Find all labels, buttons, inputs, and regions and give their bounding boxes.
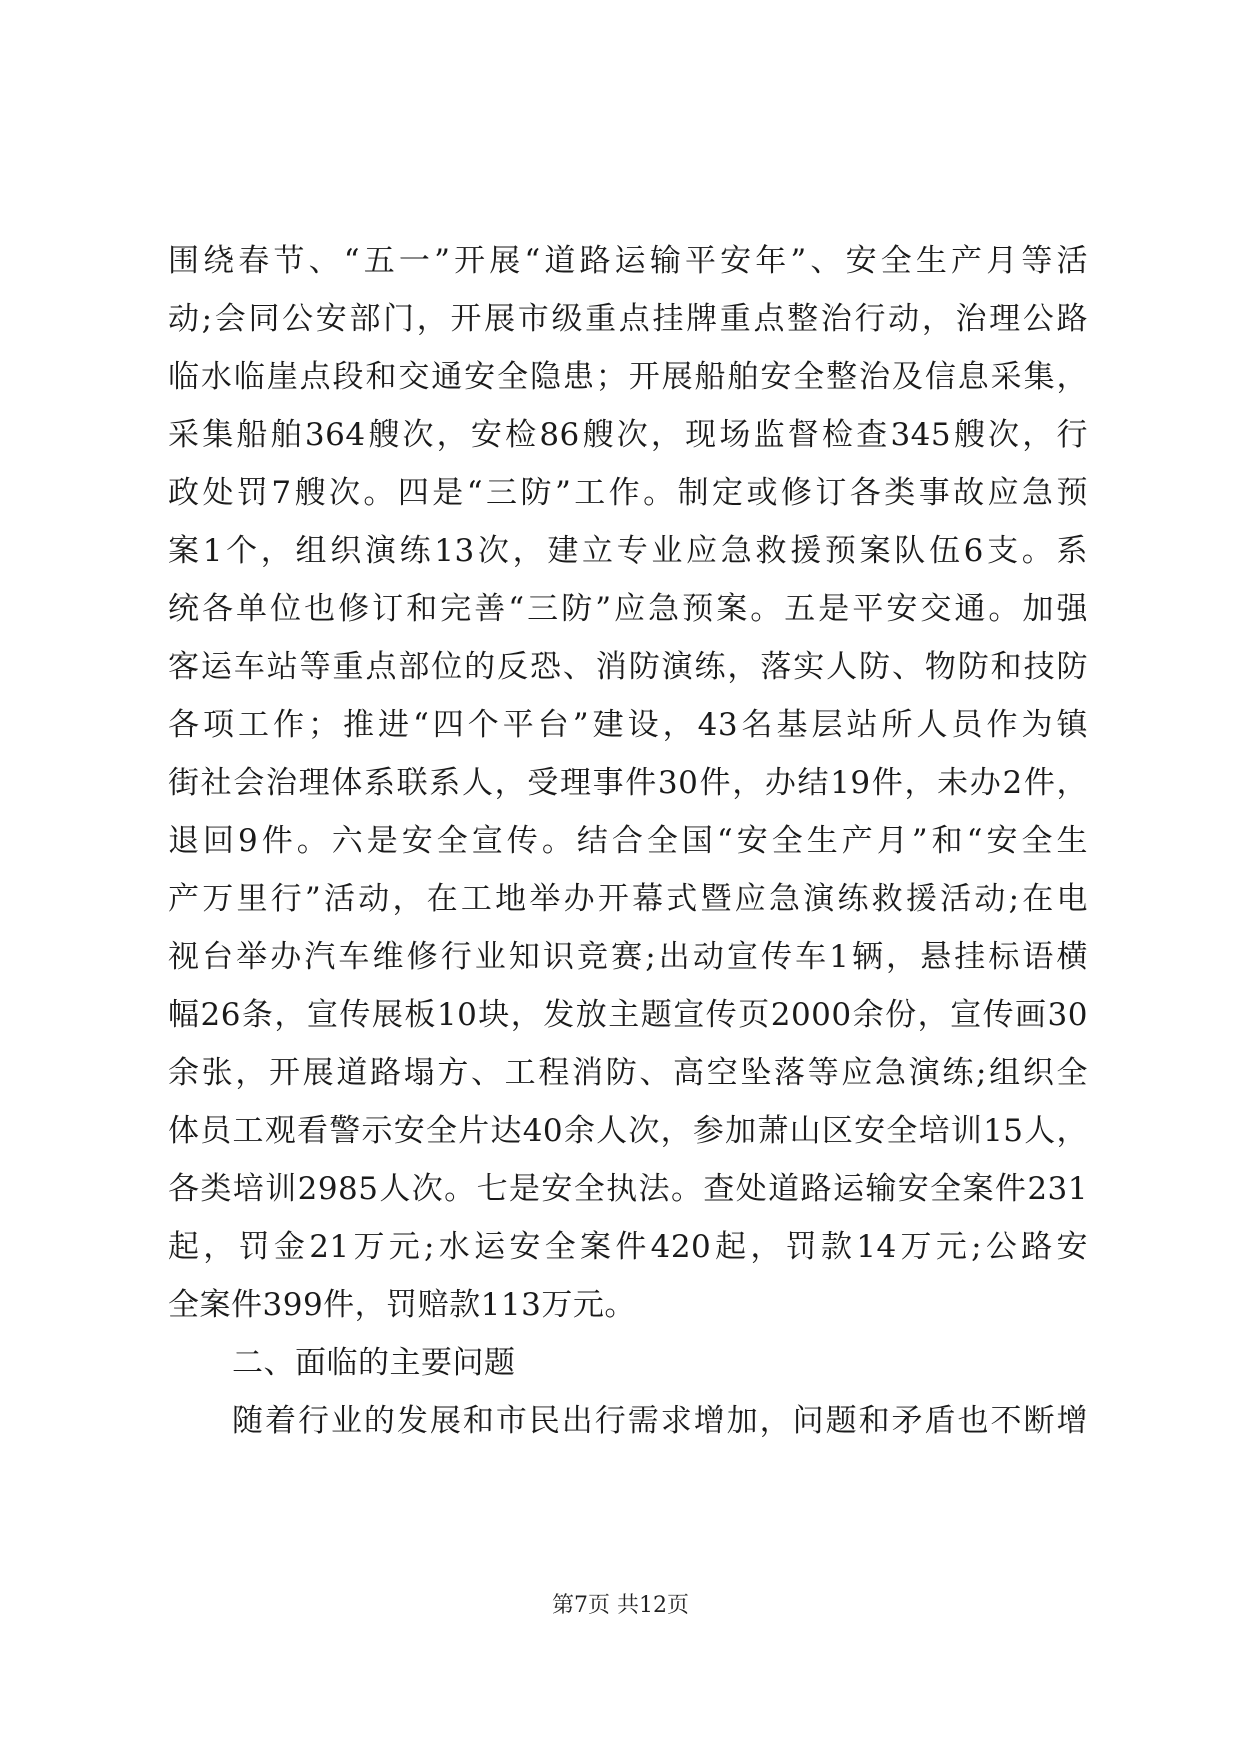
text-line: 街社会治理体系联系人，受理事件30件，办结19件，未办2件， [168,765,1088,801]
text-line: 各项工作；推进“四个平台”建设，43名基层站所人员作为镇 [168,707,1088,743]
text-line: 体员工观看警示安全片达40余人次，参加萧山区安全培训15人， [168,1113,1088,1149]
text-line: 采集船舶364艘次，安检86艘次，现场监督检查345艘次，行 [168,417,1088,453]
text-line: 余张，开展道路塌方、工程消防、高空坠落等应急演练;组织全 [168,1055,1088,1091]
text-line: 幅26条，宣传展板10块，发放主题宣传页2000余份，宣传画30 [168,997,1088,1033]
page-number-footer: 第7页 共12页 [552,1593,689,1618]
text-line: 动;会同公安部门，开展市级重点挂牌重点整治行动，治理公路 [168,301,1088,337]
text-line: 统各单位也修订和完善“三防”应急预案。五是平安交通。加强 [168,591,1088,627]
text-line: 各类培训2985人次。七是安全执法。查处道路运输安全案件231 [168,1171,1088,1207]
text-line: 随着行业的发展和市民出行需求增加，问题和矛盾也不断增 [232,1403,1088,1439]
paragraph-end-line: 全案件399件，罚赔款113万元。 [168,1287,636,1323]
text-line: 退回9件。六是安全宣传。结合全国“安全生产月”和“安全生 [168,823,1088,859]
section-heading: 二、面临的主要问题 [232,1345,516,1381]
text-line: 围绕春节、“五一”开展“道路运输平安年”、安全生产月等活 [168,243,1088,279]
text-line: 临水临崖点段和交通安全隐患；开展船舶安全整治及信息采集， [168,359,1088,395]
text-line: 视台举办汽车维修行业知识竞赛;出动宣传车1辆，悬挂标语横 [168,939,1088,975]
text-line: 起，罚金21万元;水运安全案件420起，罚款14万元;公路安 [168,1229,1088,1265]
text-line: 产万里行”活动，在工地举办开幕式暨应急演练救援活动;在电 [168,881,1088,917]
text-line: 政处罚7艘次。四是“三防”工作。制定或修订各类事故应急预 [168,475,1088,511]
text-line: 客运车站等重点部位的反恐、消防演练，落实人防、物防和技防 [168,649,1088,685]
text-line: 案1个，组织演练13次，建立专业应急救援预案队伍6支。系 [168,533,1088,569]
